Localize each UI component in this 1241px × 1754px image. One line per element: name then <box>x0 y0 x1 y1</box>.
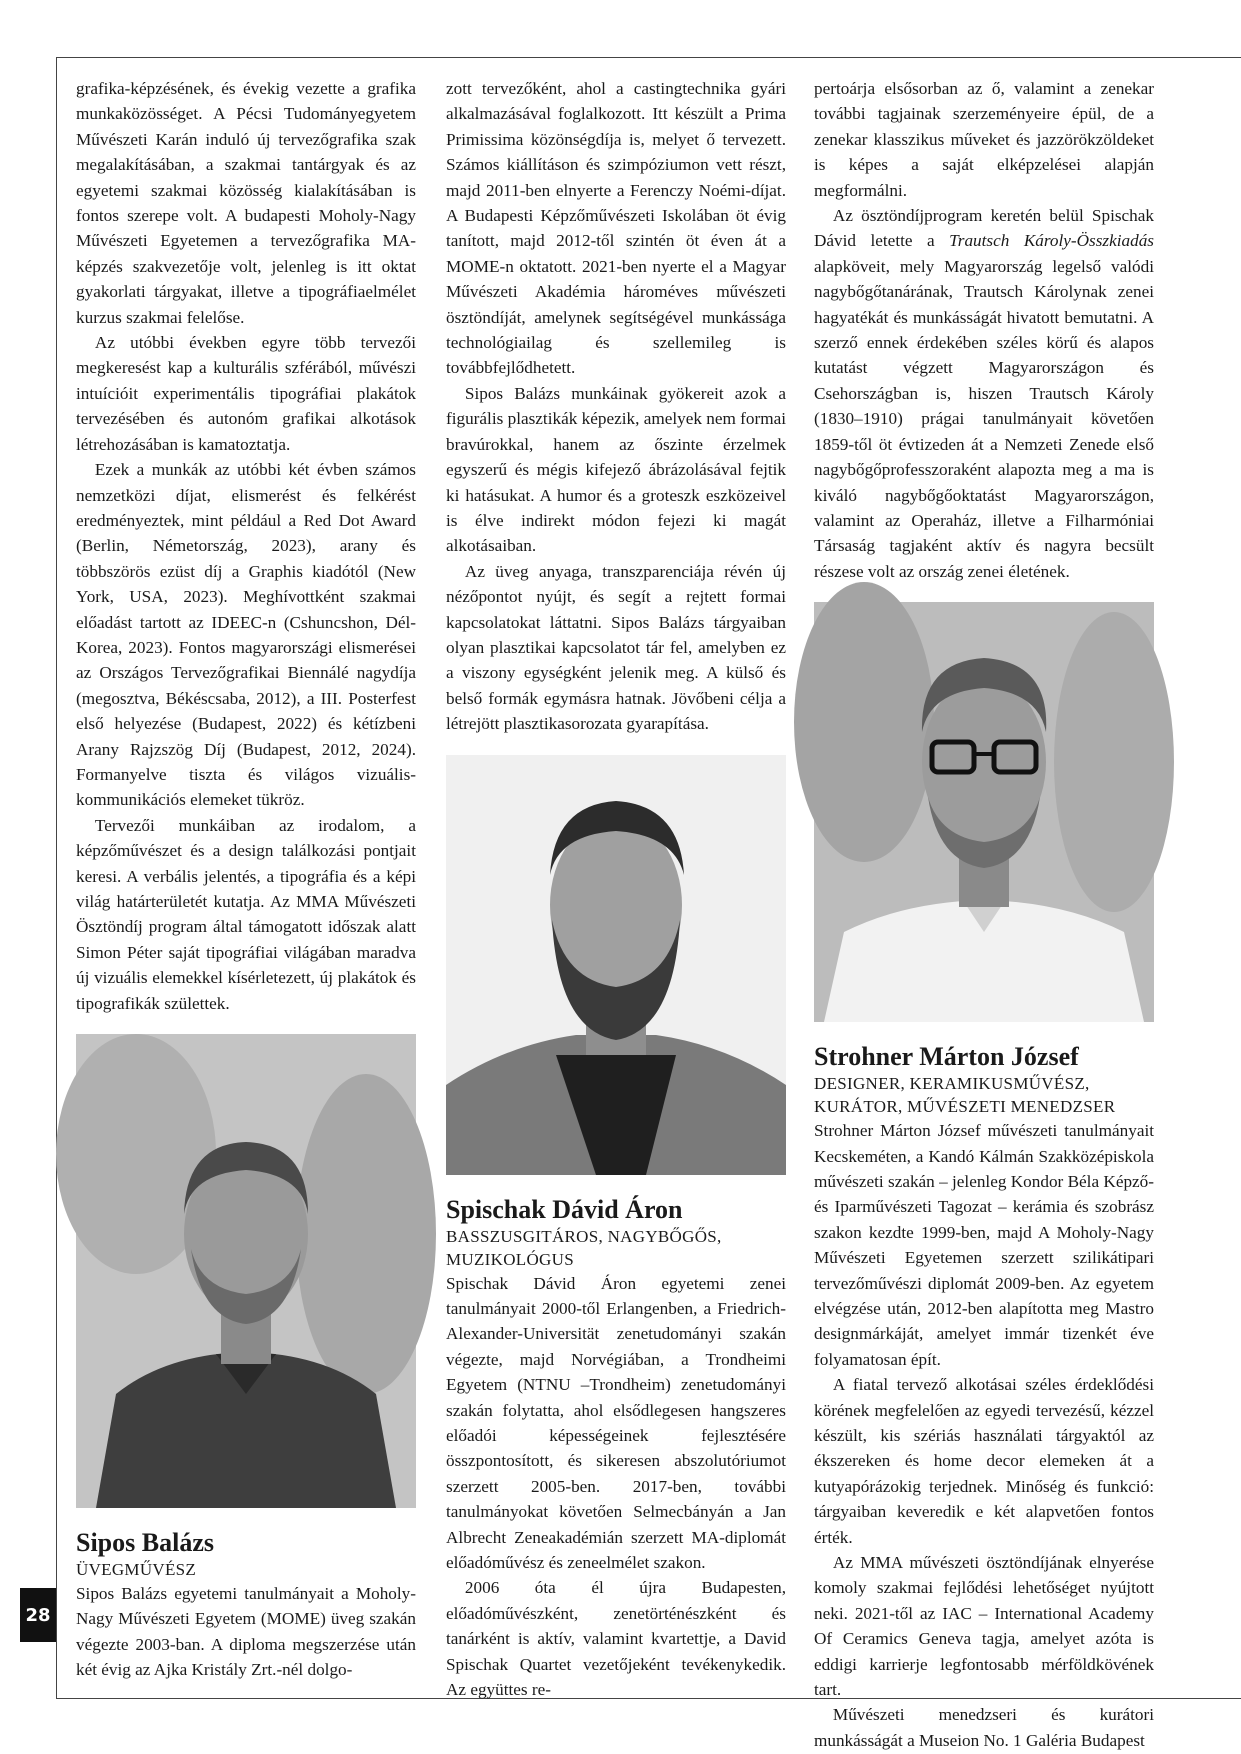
portrait-photo-strohner-marton-jozsef <box>814 602 1154 1022</box>
page-number-text: 28 <box>25 1604 51 1626</box>
column-1 <box>76 76 416 1680</box>
italic-title: Trautsch Károly-Összkiadás <box>949 231 1154 251</box>
person-name: Spischak Dávid Áron <box>446 1194 683 1224</box>
paragraph: Művészeti menedzseri és kurátori munkásságát a Museion No. 1 Galéria Budapest <box>814 1705 1154 1750</box>
paragraph: grafika-képzésének, és évekig vezette a grafika munkaközösséget. A Pécsi Tudományegyetem Művészeti Karán induló új tervezőgrafika szak megalakításában, a szakmai tantárgyak és az egyetemi szakmai közösség kialakításában is fontos szerepe volt. A budapesti Moholy-Nagy Művészeti Egyetemen a tervezőgrafika MA-képzés szakvezetője volt, jelenleg is itt oktat gyakorlati tárgyakat, illetve a tipográfiaelmélet kurzus szakmai felelőse. <box>76 79 416 327</box>
person-name: Sipos Balázs <box>76 1528 214 1558</box>
paragraph: Strohner Márton József művészeti tanulmányait Kecskeméten, a Kandó Kálmán Szakközépiskola művészeti szakán – jelenleg Kondor Béla Képző- és Iparművészeti Tagozat – kerámia és szobrász szakon kezdte 1999-ben, majd A Moholy-Nagy Művészeti Egyetemen szerzett szilikátipari tervezőművészi diplomát 2009-ben. Az egyetem elvégzése után, 2012-ben alapította meg Mastro designmárkáját, amelyet immár tizenkét éve folyamatosan épít. <box>814 1121 1154 1369</box>
person-name: Strohner Márton József <box>814 1042 1079 1072</box>
paragraph: Az MMA művészeti ösztöndíjának elnyerése komoly szakmai fejlődési lehetőséget nyújtott neki. 2021-től az IAC – International Academy Of Ceramics Geneva tagja, amelyet azóta is eddigi karrierje legfontosabb mérföldkövének tart. <box>814 1553 1154 1700</box>
portrait-photo-spischak-david-aron <box>446 755 786 1175</box>
paragraph: Ezek a munkák az utóbbi két évben számos nemzetközi díjat, elismerést és felkérést eredményeztek, mint például a Red Dot Award (Berlin, Németország, 2023), arany és többszörös ezüst díj a Graphis kiadótól (New York, USA, 2023). Meghívottként szakmai előadást tartott az IDEEC-n (Cshuncshon, Dél-Korea, 2023). Fontos magyarországi elismerései az Országos Tervezőgrafikai Biennálé nagydíja (megosztva, Békéscsaba, 2012), a III. Posterfest első helyezése (Budapest, 2022) és kétízbeni Arany Rajzszög Díj (Budapest, 2012, 2024). Formanyelve tiszta és világos vizuális-kommunikációs elemeket tükröz. <box>76 460 416 810</box>
column-3 <box>814 76 1154 1750</box>
paragraph: 2006 óta él újra Budapesten, előadóművészként, zenetörténészként és tanárként is aktív, valamint kvartettje, a David Spischak Quartet vezetőjeként tevékenykedik. Az együttes re- <box>446 1578 786 1700</box>
paragraph: Sipos Balázs egyetemi tanulmányait a Moholy-Nagy Művészeti Egyetem (MOME) üveg szakán végezte 2003-ban. A diploma megszerzése után két évig az Ajka Kristály Zrt.-nél dolgo- <box>76 1584 416 1680</box>
person-role: ÜVEGMŰVÉSZ <box>76 1560 197 1580</box>
paragraph: A fiatal tervező alkotásai széles érdeklődési körének megfelelően az egyedi tervezésű, kézzel készült, kis szériás használati tárgyaktól az ékszereken és home decor elemeken át a kutyapórázokig terjednek. Minőség és funkció: tárgyaiban keveredik e két alapvetően fontos érték. <box>814 1375 1154 1547</box>
paragraph: Az utóbbi években egyre több tervezői megkeresést kap a kulturális szférából, művészi intuícióit experimentális tipográfiai plakátok tervezésében és autonóm grafikai alkotások létrehozásában is kamatoztatja. <box>76 333 416 454</box>
person-role: DESIGNER, KERAMIKUSMŰVÉSZ, KURÁTOR, MŰVÉSZETI MENEDZSER <box>814 1074 1116 1117</box>
page-number <box>20 1588 56 1642</box>
text-span: Az ösztöndíjprogram keretén belül Spischak Dávid letette a <box>814 206 1154 251</box>
paragraph: Az üveg anyaga, transzparenciája révén új nézőpontot nyújt, és segít a rejtett formai kapcsolatokat láttatni. Sipos Balázs tárgyaiban olyan plasztikai kapcsolatot tár fel, amelyben ez a viszony egységként jelenik meg. A külső és belső formák egymásra hatnak. Jövőbeni célja a létrejött plasztikasorozata gyarapítása. <box>446 561 786 734</box>
column-2 <box>446 76 786 1700</box>
paragraph-trautsch <box>814 203 1154 584</box>
text-span: alapköveit, mely Magyarország legelső valódi nagybőgőtanárának, Trautsch Károlynak zenei hagyatékát és munkásságát hivatott bemutatni. A szerző ennek érdekében széles körű és alapos kutatást végzett Magyarországon és Csehországban is, hiszen Trautsch Károly (1830–1910) prágai tanulmányait követően 1859-től öt évtizeden át a Nemzeti Zenede első nagybőgőprofesszoraként alapozta meg a ma is kiváló nagybőgőoktatást Magyarországon, valamint az Operaház, illetve a Filharmóniai Társaság tagjaként aktív és nagyra becsült részese volt az ország zenei életének. <box>814 256 1154 581</box>
paragraph: Sipos Balázs munkáinak gyökereit azok a figurális plasztikák képezik, amelyek nem formai bravúrokkal, hanem az őszinte érzelmek egyszerű és mégis kifejező ábrázolásával fejtik ki hatásukat. A humor és a groteszk eszközeivel is élve indirekt módon fejezi ki magát alkotásaiban. <box>446 383 786 556</box>
person-role: BASSZUSGITÁROS, NAGYBŐGŐS, MUZIKOLÓGUS <box>446 1226 722 1269</box>
paragraph: Tervezői munkáiban az irodalom, a képzőművészet és a design találkozási pontjait keresi. A verbális jelentés, a tipográfia és a képi világ határterületét kutatja. Az MMA Művészeti Ösztöndíj program által támogatott időszak alatt Simon Péter saját tipográfiai világában maradva új vizuális elemekkel kísérletezett, új plakátok és tipografikák születtek. <box>76 815 416 1013</box>
portrait-photo-sipos-balazs <box>76 1034 416 1508</box>
paragraph: pertoárja elsősorban az ő, valamint a zenekar további tagjainak szerzeményeire épül, de a zenekar klasszikus műveket és jazzörökzöldeket is képes a saját elképzelései alapján megformálni. <box>814 79 1154 200</box>
paragraph: zott tervezőként, ahol a castingtechnika gyári alkalmazásával foglalkozott. Itt készült a Prima Primissima közönségdíja is, melyet ő tervezett. Számos kiállításon és szimpóziumon vett részt, majd 2011-ben elnyerte a Ferenczy Noémi-díjat. A Budapesti Képzőművészeti Iskolában öt évig tanított, majd 2012-től szintén öt éven át a MOME-n oktatott. 2021-ben nyerte el a Magyar Művészeti Akadémia hároméves művészeti ösztöndíját, amelynek segítségével munkássága technológiailag és szellemileg is továbbfejlődhetett. <box>446 79 786 378</box>
paragraph: Spischak Dávid Áron egyetemi zenei tanulmányait 2000-től Erlangenben, a Friedrich-Alexander-Universität zenetudományi szakán végezte, majd Norvégiában, a Trondheimi Egyetem (NTNU –Trondheim) zenetudományi szakán folytatta, ahol elsődlegesen hangszeres előadói képességeinek fejlesztésére összpontosított, és sikeresen abszolutóriumot szerzett 2005-ben. 2017-ben, további tanulmányokat követően Selmecbányán a Jan Albrecht Zeneakadémián szerzett MA-diplomát előadóművész és zeneelmélet szakon. <box>446 1273 786 1573</box>
